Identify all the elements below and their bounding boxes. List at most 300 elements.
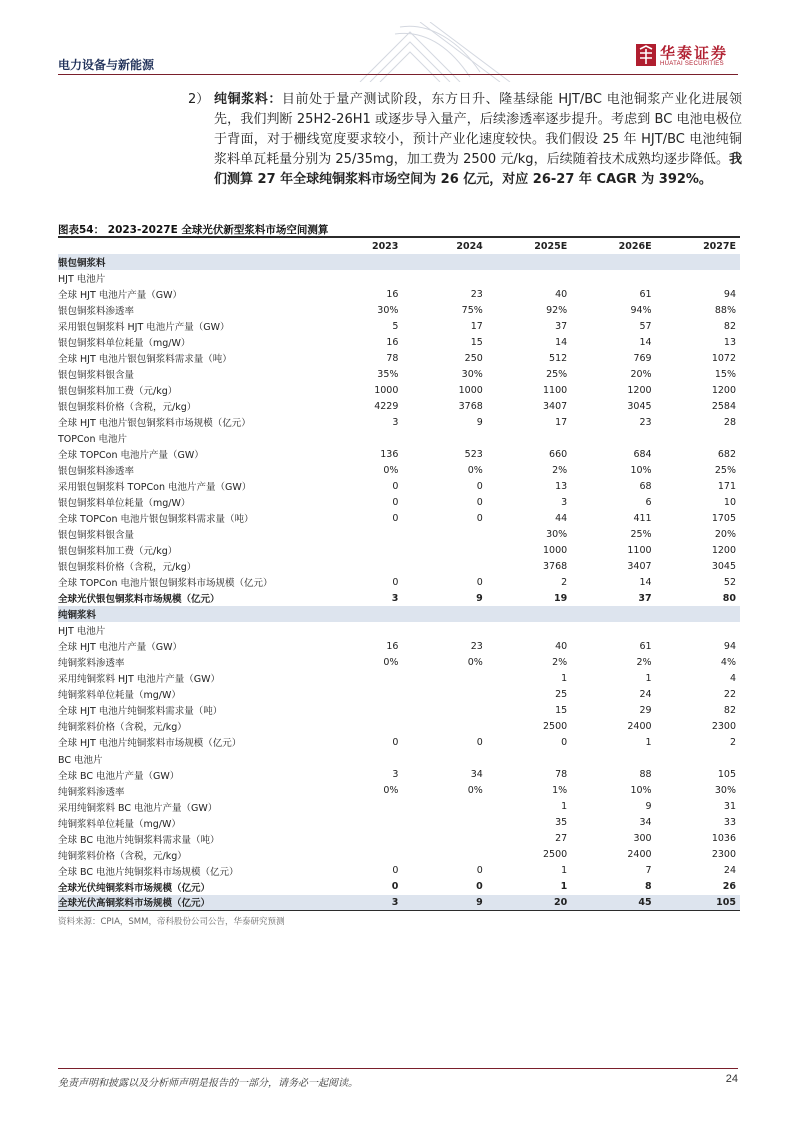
value-cell: 40: [555, 288, 568, 300]
value-cell: 2%: [636, 656, 652, 668]
value-cell: 23: [470, 640, 483, 652]
value-cell: [318, 270, 402, 286]
value-cell: 0: [476, 736, 483, 748]
row-label: HJT 电池片: [58, 274, 106, 286]
table-row: [58, 879, 740, 895]
value-cell: 30%: [377, 304, 399, 316]
value-cell: [318, 542, 402, 558]
table-row: [58, 462, 740, 478]
value-cell: 92%: [546, 304, 568, 316]
table-header-row: [58, 238, 740, 254]
column-header: 2026E: [618, 240, 652, 252]
value-cell: 0: [392, 512, 399, 524]
row-label: 纯铜浆料价格（含税，元/kg）: [58, 850, 187, 862]
value-cell: 411: [633, 512, 652, 524]
value-cell: 523: [464, 448, 483, 460]
paragraph-lead: 纯铜浆料：: [214, 92, 282, 107]
value-cell: [571, 622, 655, 638]
row-label: 银包铜浆料渗透率: [58, 466, 135, 478]
huatai-logo-icon: [636, 44, 656, 66]
value-cell: [402, 718, 486, 734]
row-label: 银包铜浆料银含量: [58, 370, 135, 382]
value-cell: [656, 430, 740, 446]
value-cell: 2500: [543, 720, 568, 732]
row-label: 银包铜浆料价格（含税，元/kg）: [58, 402, 197, 414]
value-cell: [402, 702, 486, 718]
header-label-cell: [58, 238, 318, 254]
table-row: [58, 638, 740, 654]
table-row: [58, 815, 740, 831]
row-label: 银包铜浆料加工费（元/kg）: [58, 546, 178, 558]
value-cell: 2%: [552, 656, 568, 668]
value-cell: 52: [723, 576, 736, 588]
value-cell: 0: [476, 512, 483, 524]
logo-chinese-text: 华泰证券: [660, 44, 729, 62]
value-cell: 23: [639, 416, 652, 428]
value-cell: [402, 270, 486, 286]
value-cell: 9: [645, 801, 652, 813]
value-cell: 1200: [711, 384, 736, 396]
row-label: 银包铜浆料加工费（元/kg）: [58, 386, 178, 398]
table-row: [58, 558, 740, 574]
value-cell: [318, 526, 402, 542]
value-cell: [656, 622, 740, 638]
value-cell: 25%: [630, 528, 652, 540]
value-cell: [318, 799, 402, 815]
value-cell: 1100: [543, 384, 568, 396]
value-cell: 250: [464, 352, 483, 364]
row-label: 全球 HJT 电池片银包铜浆料市场规模（亿元）: [58, 418, 251, 430]
value-cell: 2%: [552, 464, 568, 476]
table-row: [58, 382, 740, 398]
table-row: [58, 542, 740, 558]
row-label: 采用银包铜浆料 HJT 电池片产量（GW）: [58, 322, 230, 334]
value-cell: 660: [549, 448, 568, 460]
value-cell: 0%: [383, 656, 399, 668]
row-label: 银包铜浆料单位耗量（mg/W）: [58, 338, 191, 350]
row-label: 全球光伏银包铜浆料市场规模（亿元）: [58, 594, 220, 606]
value-cell: 1036: [711, 833, 736, 845]
value-cell: 0%: [467, 785, 483, 797]
value-cell: [402, 799, 486, 815]
value-cell: 0: [561, 736, 568, 748]
value-cell: 1100: [627, 544, 652, 556]
table-row: [58, 302, 740, 318]
value-cell: 0%: [467, 464, 483, 476]
value-cell: 171: [717, 480, 736, 492]
value-cell: [487, 270, 571, 286]
value-cell: 3407: [627, 560, 652, 572]
table-row: [58, 398, 740, 414]
value-cell: 3: [391, 592, 399, 604]
value-cell: 35: [555, 817, 568, 829]
table-body: [58, 254, 740, 911]
value-cell: 57: [639, 320, 652, 332]
value-cell: 2: [729, 736, 736, 748]
table-row: [58, 799, 740, 815]
table-row: [58, 366, 740, 382]
row-label: 全球 BC 电池片纯铜浆料市场规模（亿元）: [58, 866, 239, 878]
row-label: 全球 HJT 电池片产量（GW）: [58, 642, 183, 654]
value-cell: 3: [392, 769, 399, 781]
table-row: [58, 494, 740, 510]
table-row: [58, 286, 740, 302]
table-row: [58, 478, 740, 494]
paragraph-body: 目前处于量产测试阶段，东方日升、隆基绿能 HJT/BC 电池铜浆产业化进展领先，我们判断 25H2-26H1 或逐步导入量产，后续渗透率逐步提升。考虑到 BC 电池电极位于背面，对于栅线宽度要求较小，预计产业化速度较快。我们假设 25 年 HJT/BC 电池纯铜浆料单瓦耗量分别为 25/35mg，加工费为 2500 元/kg，后续随着技术成熟均逐步降低。: [214, 92, 742, 167]
value-cell: 1705: [711, 512, 736, 524]
row-label: 银包铜浆料单位耗量（mg/W）: [58, 498, 191, 510]
value-cell: [571, 606, 655, 622]
value-cell: 24: [639, 688, 652, 700]
table-row: [58, 686, 740, 702]
row-label: 纯铜浆料: [58, 606, 318, 622]
row-label: 采用纯铜浆料 HJT 电池片产量（GW）: [58, 674, 221, 686]
value-cell: 3045: [711, 560, 736, 572]
value-cell: [318, 751, 402, 767]
column-header: 2024: [456, 240, 483, 252]
value-cell: 1: [561, 672, 568, 684]
value-cell: 25: [555, 688, 568, 700]
table-row: [58, 318, 740, 334]
section-title: 电力设备与新能源: [58, 58, 155, 72]
table-row: [58, 574, 740, 590]
value-cell: 7: [645, 865, 652, 877]
value-cell: [571, 254, 655, 270]
value-cell: 15: [555, 704, 568, 716]
value-cell: 14: [639, 576, 652, 588]
value-cell: 14: [555, 336, 568, 348]
table-row: [58, 622, 740, 638]
table-row: [58, 734, 740, 750]
value-cell: [318, 686, 402, 702]
footer-disclaimer: 免责声明和披露以及分析师声明是报告的一部分，请务必一起阅读。: [58, 1078, 358, 1089]
value-cell: 0: [476, 881, 483, 893]
value-cell: 3: [318, 895, 402, 911]
value-cell: 30%: [714, 785, 736, 797]
value-cell: [402, 751, 486, 767]
value-cell: 0%: [467, 656, 483, 668]
row-label: 纯铜浆料渗透率: [58, 786, 125, 798]
value-cell: [487, 254, 571, 270]
value-cell: 94: [723, 288, 736, 300]
value-cell: [402, 670, 486, 686]
value-cell: 82: [723, 704, 736, 716]
value-cell: [656, 254, 740, 270]
value-cell: 0: [476, 496, 483, 508]
table-row: [58, 847, 740, 863]
value-cell: [402, 542, 486, 558]
row-label: 全球光伏纯铜浆料市场规模（亿元）: [58, 882, 211, 894]
value-cell: 2300: [711, 849, 736, 861]
value-cell: [318, 622, 402, 638]
row-label: 全球 TOPCon 电池片产量（GW）: [58, 450, 204, 462]
value-cell: 682: [717, 448, 736, 460]
value-cell: 15: [470, 336, 483, 348]
value-cell: 34: [470, 769, 483, 781]
row-label: 银包铜浆料: [58, 254, 318, 270]
body-paragraph: [188, 90, 742, 190]
value-cell: [571, 430, 655, 446]
column-header: 2027E: [703, 240, 736, 252]
value-cell: 1000: [374, 384, 399, 396]
row-label: 银包铜浆料渗透率: [58, 306, 135, 318]
value-cell: 3407: [543, 400, 568, 412]
value-cell: 37: [555, 320, 568, 332]
value-cell: 0: [392, 576, 399, 588]
value-cell: [402, 847, 486, 863]
value-cell: [656, 606, 740, 622]
value-cell: 1072: [711, 352, 736, 364]
value-cell: 16: [386, 336, 399, 348]
value-cell: 30%: [546, 528, 568, 540]
value-cell: 29: [639, 704, 652, 716]
value-cell: 44: [555, 512, 568, 524]
value-cell: [656, 270, 740, 286]
value-cell: [318, 702, 402, 718]
value-cell: 15%: [714, 368, 736, 380]
value-cell: 75%: [461, 304, 483, 316]
value-cell: 9: [476, 592, 483, 604]
value-cell: 1: [645, 672, 652, 684]
value-cell: 61: [639, 640, 652, 652]
row-label: 全球 TOPCon 电池片银包铜浆料需求量（吨）: [58, 514, 254, 526]
value-cell: [318, 815, 402, 831]
table-row: [58, 526, 740, 542]
value-cell: 61: [639, 288, 652, 300]
value-cell: 1: [645, 736, 652, 748]
value-cell: 17: [470, 320, 483, 332]
row-label: 纯铜浆料单位耗量（mg/W）: [58, 818, 181, 830]
value-cell: 6: [645, 496, 652, 508]
value-cell: 10: [723, 496, 736, 508]
value-cell: 35%: [377, 368, 399, 380]
row-label: 全球光伏高铜浆料市场规模（亿元）: [58, 895, 318, 911]
value-cell: 2500: [543, 849, 568, 861]
value-cell: [402, 622, 486, 638]
row-label: 全球 BC 电池片产量（GW）: [58, 770, 180, 782]
value-cell: 19: [553, 592, 568, 604]
row-label: 银包铜浆料价格（含税，元/kg）: [58, 562, 197, 574]
value-cell: 13: [555, 480, 568, 492]
value-cell: 2300: [711, 720, 736, 732]
value-cell: [402, 526, 486, 542]
table-row: [58, 270, 740, 286]
huatai-logo: [636, 42, 740, 74]
table-row: [58, 863, 740, 879]
row-label: 全球 BC 电池片纯铜浆料需求量（吨）: [58, 834, 220, 846]
row-label: 纯铜浆料单位耗量（mg/W）: [58, 690, 181, 702]
market-size-table: [58, 238, 740, 911]
value-cell: [318, 430, 402, 446]
value-cell: 4%: [720, 656, 736, 668]
value-cell: 82: [723, 320, 736, 332]
table-row: [58, 702, 740, 718]
value-cell: 9: [476, 416, 483, 428]
value-cell: [656, 751, 740, 767]
row-label: 全球 HJT 电池片纯铜浆料需求量（吨）: [58, 706, 223, 718]
value-cell: 88: [639, 769, 652, 781]
value-cell: [318, 254, 402, 270]
table-row: [58, 783, 740, 799]
value-cell: 80: [722, 592, 736, 604]
value-cell: [487, 606, 571, 622]
value-cell: 1000: [458, 384, 483, 396]
value-cell: 94%: [630, 304, 652, 316]
value-cell: 22: [723, 688, 736, 700]
table-row: [58, 895, 740, 911]
value-cell: 25%: [714, 464, 736, 476]
value-cell: [487, 622, 571, 638]
value-cell: 13: [723, 336, 736, 348]
row-label: 纯铜浆料价格（含税，元/kg）: [58, 722, 187, 734]
value-cell: 2: [561, 576, 568, 588]
value-cell: 2400: [627, 849, 652, 861]
value-cell: 0%: [383, 785, 399, 797]
value-cell: 1200: [711, 544, 736, 556]
value-cell: 37: [638, 592, 652, 604]
value-cell: 105: [656, 895, 740, 911]
value-cell: 0: [392, 480, 399, 492]
table-row: [58, 751, 740, 767]
value-cell: 16: [386, 288, 399, 300]
value-cell: [318, 718, 402, 734]
value-cell: 40: [555, 640, 568, 652]
value-cell: 1000: [543, 544, 568, 556]
value-cell: 34: [639, 817, 652, 829]
table-row: [58, 654, 740, 670]
header-decoration: [300, 22, 560, 82]
value-cell: 0: [392, 496, 399, 508]
value-cell: 17: [555, 416, 568, 428]
value-cell: 2584: [711, 400, 736, 412]
value-cell: 78: [555, 769, 568, 781]
table-row: [58, 718, 740, 734]
table-row: [58, 670, 740, 686]
value-cell: 1: [561, 801, 568, 813]
row-label: 采用纯铜浆料 BC 电池片产量（GW）: [58, 802, 218, 814]
value-cell: 20: [487, 895, 571, 911]
value-cell: 3768: [543, 560, 568, 572]
value-cell: 0%: [383, 464, 399, 476]
value-cell: 136: [380, 448, 399, 460]
value-cell: 16: [386, 640, 399, 652]
table-row: [58, 254, 740, 270]
row-label: 全球 HJT 电池片产量（GW）: [58, 290, 183, 302]
value-cell: [571, 270, 655, 286]
footer-divider: [58, 1068, 738, 1069]
value-cell: 0: [391, 881, 399, 893]
header-divider: [58, 74, 738, 75]
value-cell: 0: [476, 480, 483, 492]
value-cell: [318, 847, 402, 863]
table-row: [58, 590, 740, 606]
row-label: 银包铜浆料银含量: [58, 530, 135, 542]
value-cell: 24: [723, 865, 736, 877]
value-cell: [402, 254, 486, 270]
value-cell: [402, 606, 486, 622]
table-row: [58, 446, 740, 462]
value-cell: [487, 751, 571, 767]
value-cell: 10%: [630, 464, 652, 476]
value-cell: 0: [476, 576, 483, 588]
value-cell: [571, 751, 655, 767]
value-cell: 27: [555, 833, 568, 845]
value-cell: 3045: [627, 400, 652, 412]
value-cell: 684: [633, 448, 652, 460]
value-cell: 1: [561, 865, 568, 877]
column-header: 2023: [371, 240, 399, 252]
row-label: BC 电池片: [58, 754, 103, 766]
value-cell: 300: [633, 833, 652, 845]
value-cell: 4: [729, 672, 736, 684]
value-cell: 31: [723, 801, 736, 813]
table-row: [58, 350, 740, 366]
row-label: 采用银包铜浆料 TOPCon 电池片产量（GW）: [58, 482, 252, 494]
table-row: [58, 414, 740, 430]
table-row: [58, 334, 740, 350]
value-cell: 45: [571, 895, 655, 911]
value-cell: 94: [723, 640, 736, 652]
value-cell: 4229: [374, 400, 399, 412]
value-cell: 28: [723, 416, 736, 428]
table-source: 资料来源：CPIA，SMM，帝科股份公司公告，华泰研究预测: [58, 917, 285, 927]
value-cell: 20%: [714, 528, 736, 540]
value-cell: 33: [723, 817, 736, 829]
value-cell: 512: [549, 352, 568, 364]
value-cell: 10%: [630, 785, 652, 797]
paragraph-number: 2）: [188, 92, 210, 107]
column-header: 2025E: [534, 240, 568, 252]
row-label: TOPCon 电池片: [58, 434, 127, 446]
table-title: 图表54： 2023-2027E 全球光伏新型浆料市场空间测算: [58, 224, 329, 236]
value-cell: [402, 831, 486, 847]
value-cell: [402, 558, 486, 574]
value-cell: 78: [386, 352, 399, 364]
value-cell: [402, 815, 486, 831]
value-cell: 20%: [630, 368, 652, 380]
table-row: [58, 831, 740, 847]
value-cell: 2400: [627, 720, 652, 732]
row-label: 纯铜浆料渗透率: [58, 658, 125, 670]
value-cell: 26: [722, 881, 736, 893]
value-cell: 0: [476, 865, 483, 877]
value-cell: [402, 686, 486, 702]
row-label: 全球 HJT 电池片纯铜浆料市场规模（亿元）: [58, 738, 242, 750]
logo-english-text: HUATAI SECURITIES: [660, 61, 724, 67]
value-cell: [318, 606, 402, 622]
value-cell: 23: [470, 288, 483, 300]
value-cell: [318, 831, 402, 847]
value-cell: 3: [392, 416, 399, 428]
row-label: 全球 HJT 电池片银包铜浆料需求量（吨）: [58, 354, 232, 366]
value-cell: 9: [402, 895, 486, 911]
value-cell: 1200: [627, 384, 652, 396]
value-cell: 3768: [458, 400, 483, 412]
value-cell: 3: [561, 496, 568, 508]
value-cell: 1%: [552, 785, 568, 797]
row-label: HJT 电池片: [58, 626, 106, 638]
table-row: [58, 606, 740, 622]
value-cell: 14: [639, 336, 652, 348]
table-row: [58, 510, 740, 526]
value-cell: 1: [560, 881, 568, 893]
table-row: [58, 430, 740, 446]
value-cell: 8: [644, 881, 652, 893]
value-cell: 769: [633, 352, 652, 364]
value-cell: [318, 558, 402, 574]
table-row: [58, 767, 740, 783]
value-cell: 5: [392, 320, 399, 332]
